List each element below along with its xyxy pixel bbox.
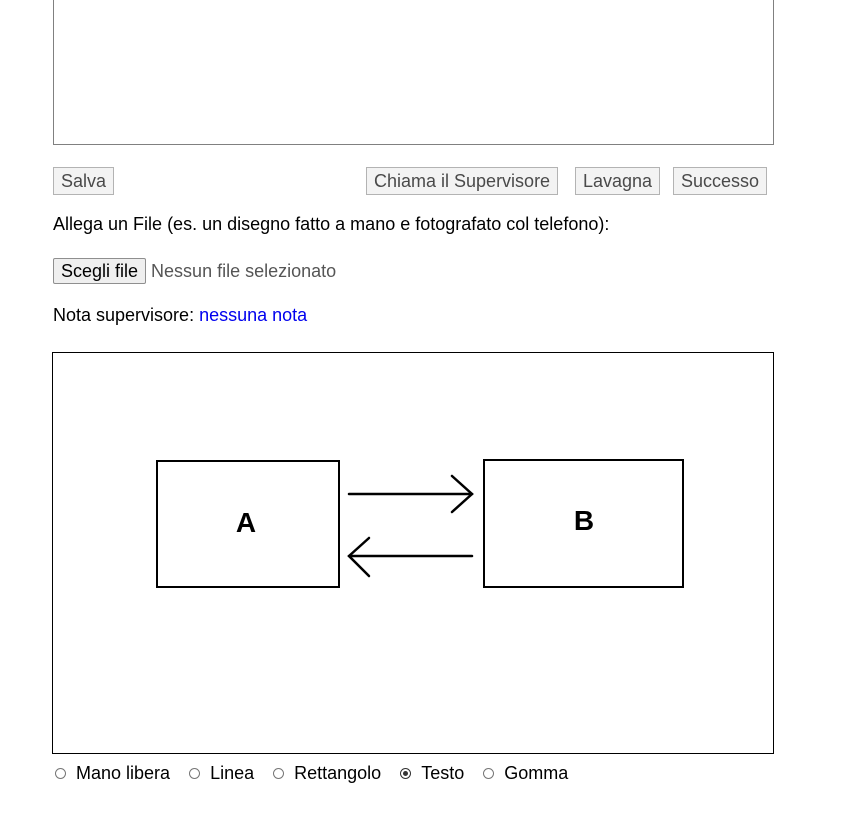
- drawing-tools: [55, 761, 587, 785]
- tool-rectangle-label: Rettangolo: [294, 762, 382, 783]
- tool-line-radio[interactable]: [189, 768, 200, 779]
- tool-line-label: Linea: [210, 762, 255, 783]
- tool-rectangle[interactable]: [273, 763, 381, 784]
- box-a-label: A: [235, 507, 257, 538]
- choose-file-button[interactable]: Scegli file: [53, 258, 146, 284]
- save-button[interactable]: Salva: [53, 167, 114, 195]
- arrow-left: [349, 538, 472, 576]
- attachment-label: Allega un File (es. un disegno fatto a mano e fotografato col telefono):: [53, 214, 610, 234]
- file-status-text: Nessun file selezionato: [151, 260, 337, 281]
- drawing-canvas[interactable]: [52, 352, 774, 754]
- tool-text-label: Testo: [421, 762, 465, 783]
- tool-freehand-label: Mano libera: [76, 762, 171, 783]
- supervisor-note: [53, 305, 307, 326]
- success-button[interactable]: Successo: [673, 167, 767, 195]
- tool-freehand[interactable]: [55, 763, 170, 784]
- file-input[interactable]: [53, 258, 336, 284]
- tool-rectangle-radio[interactable]: [273, 768, 284, 779]
- tool-eraser-label: Gomma: [504, 762, 569, 783]
- call-supervisor-button[interactable]: Chiama il Supervisore: [366, 167, 558, 195]
- tool-eraser-radio[interactable]: [483, 768, 494, 779]
- answer-textarea[interactable]: [53, 0, 774, 145]
- box-b-label: B: [573, 505, 595, 536]
- tool-text-radio[interactable]: [400, 768, 411, 779]
- tool-line[interactable]: [189, 763, 254, 784]
- arrow-right: [349, 476, 472, 512]
- whiteboard-button[interactable]: Lavagna: [575, 167, 660, 195]
- tool-eraser[interactable]: [483, 763, 568, 784]
- supervisor-note-label: Nota supervisore:: [53, 305, 200, 325]
- tool-text[interactable]: [400, 763, 464, 784]
- supervisor-note-value: nessuna nota: [199, 305, 308, 325]
- tool-freehand-radio[interactable]: [55, 768, 66, 779]
